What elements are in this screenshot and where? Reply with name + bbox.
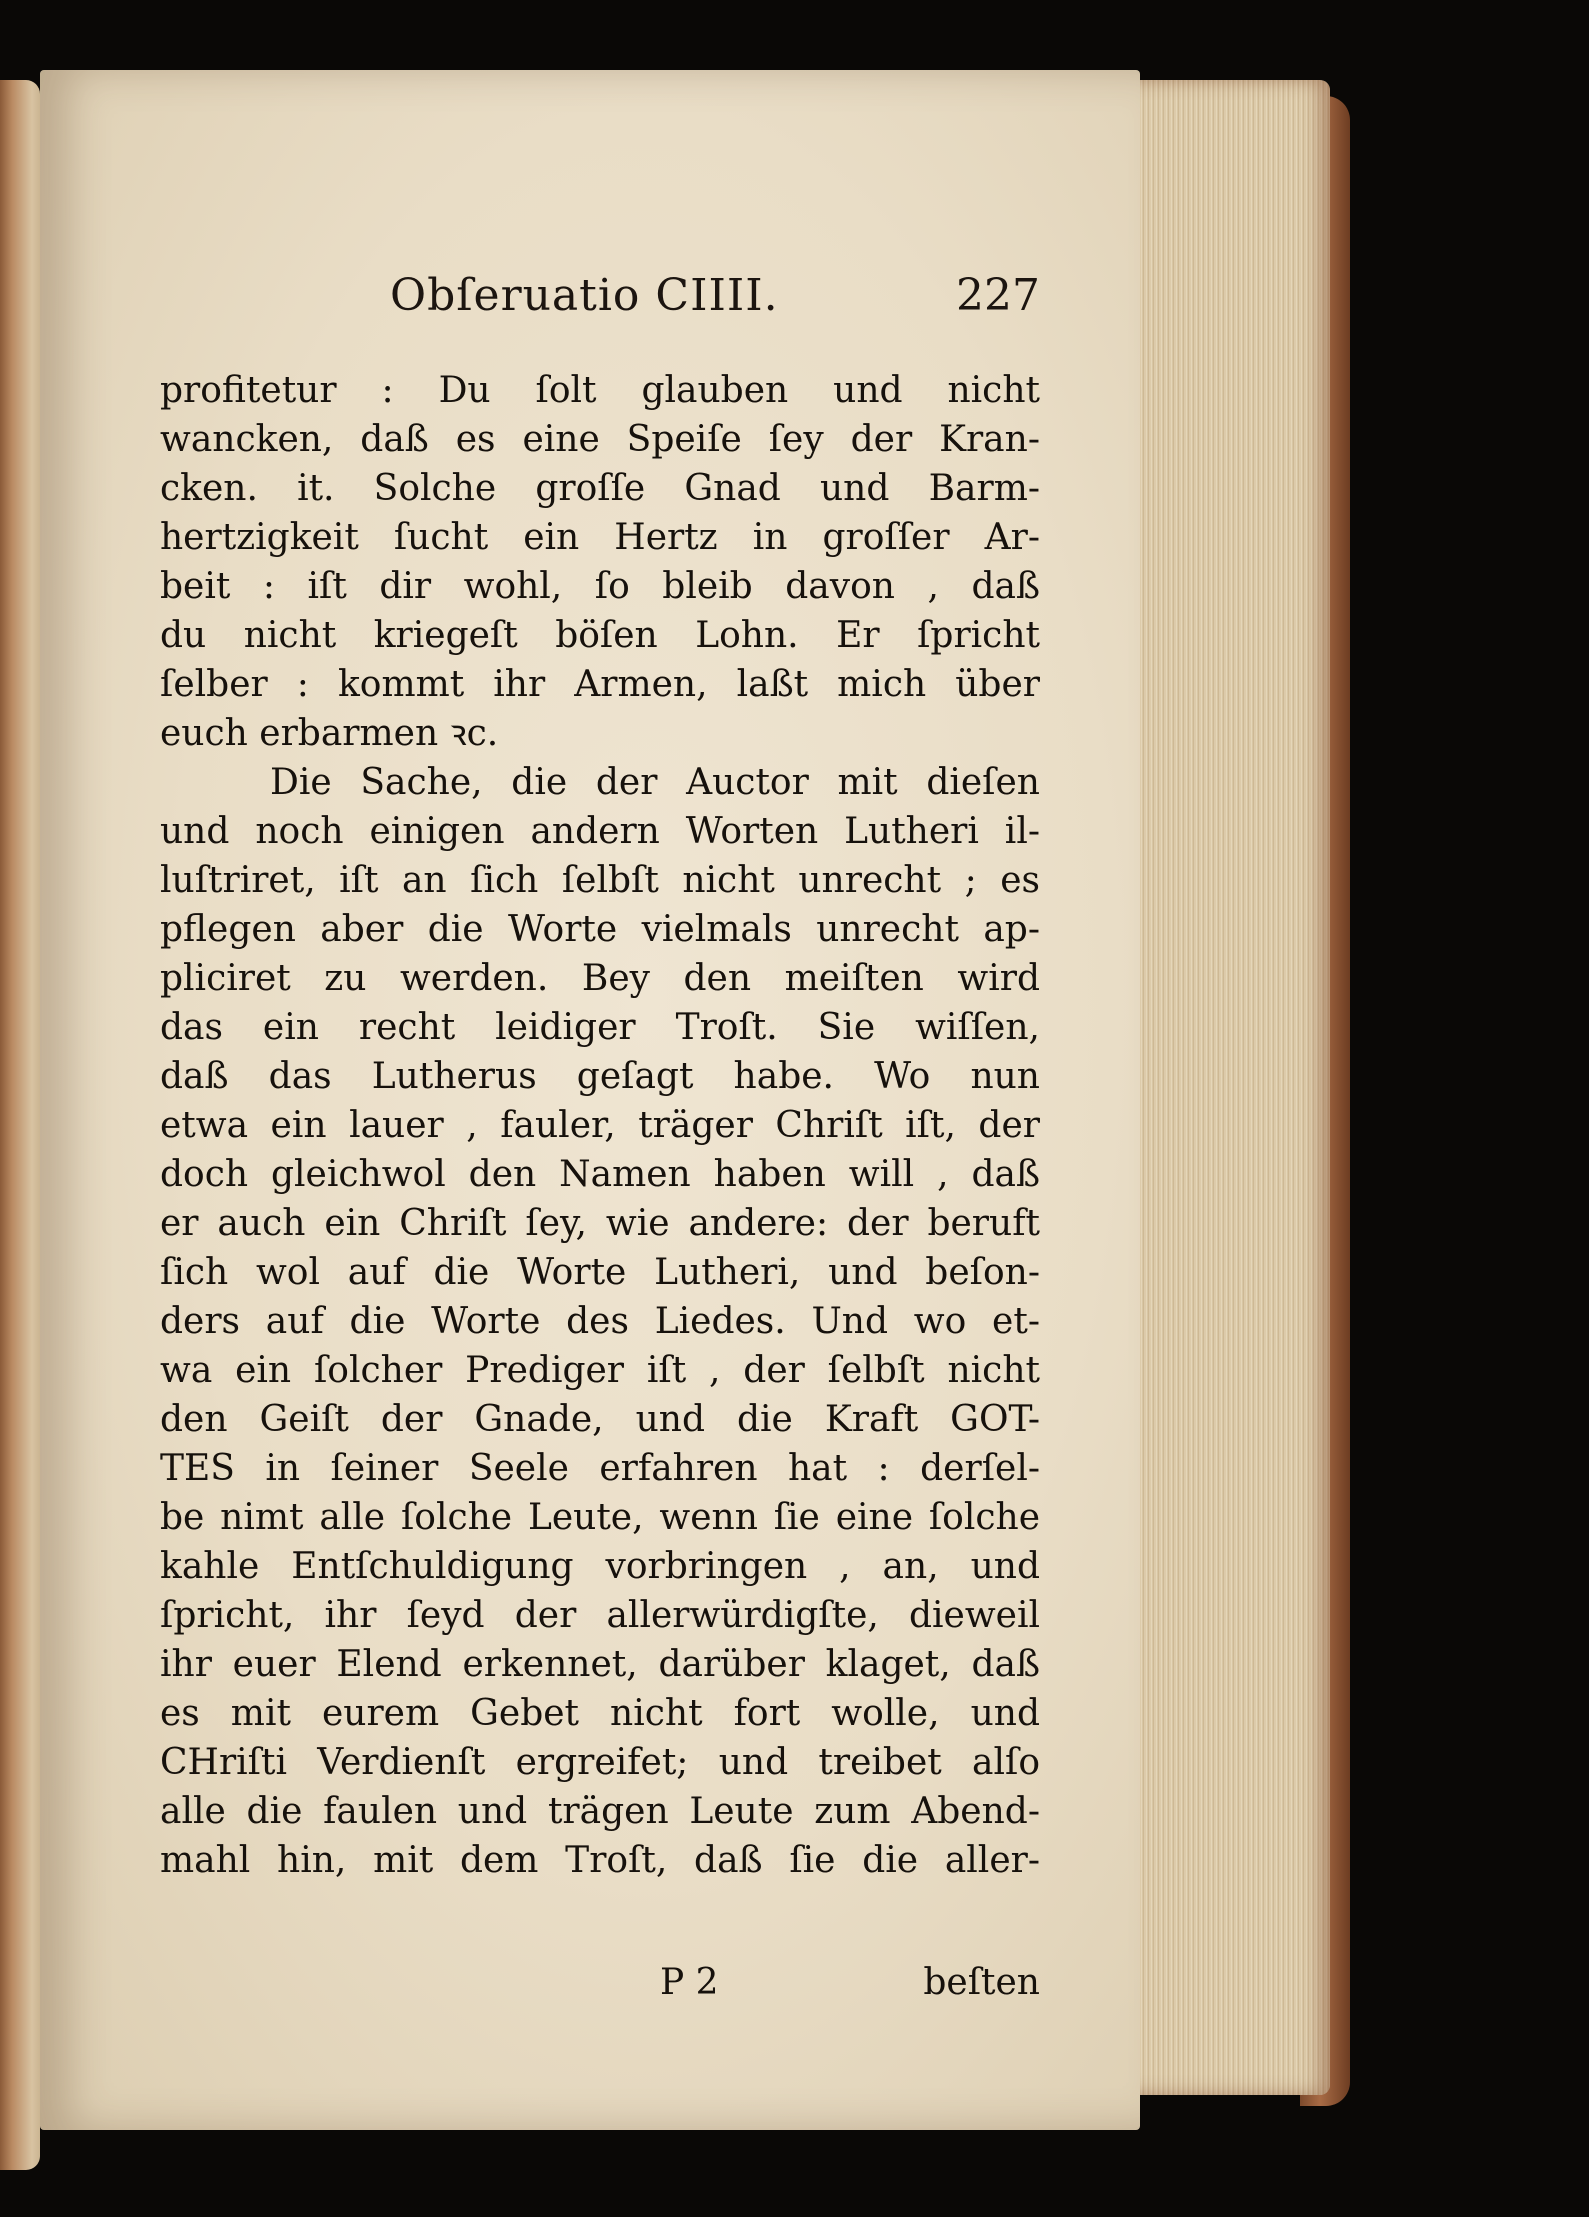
page-block-edges — [1130, 80, 1330, 2095]
running-title: Obſeruatio CIIII. — [390, 270, 779, 321]
text-line: pflegen aber die Worte vielmals unrecht ap- — [160, 909, 1040, 950]
text-line: etwa ein lauer , fauler, träger Chriſt iſt, der — [160, 1105, 1040, 1146]
text-line: kahle Entſchuldigung vorbringen , an, und — [160, 1546, 1040, 1587]
facing-page-edge — [0, 80, 40, 2170]
catchword: beſten — [923, 1962, 1040, 2003]
text-line: hertzigkeit ſucht ein Hertz in groſſer Ar- — [160, 517, 1040, 558]
text-line: beit : iſt dir wohl, ſo bleib davon , daß — [160, 566, 1040, 607]
text-line: profitetur : Du ſolt glauben und nicht — [160, 370, 1040, 411]
text-line: mahl hin, mit dem Troſt, daß ſie die aller- — [160, 1840, 1040, 1881]
book-page — [40, 70, 1140, 2130]
running-header — [390, 270, 1040, 340]
text-line: CHriſti Verdienſt ergreifet; und treibet alſo — [160, 1742, 1040, 1783]
text-line: ſich wol auf die Worte Lutheri, und beſon- — [160, 1252, 1040, 1293]
text-line: luſtriret, iſt an ſich ſelbſt nicht unrecht ; es — [160, 860, 1040, 901]
text-line: und noch einigen andern Worten Lutheri il- — [160, 811, 1040, 852]
text-line: Die Sache, die der Auctor mit dieſen — [270, 762, 1040, 803]
text-line: ſelber : kommt ihr Armen, laßt mich über — [160, 664, 1040, 705]
text-line: daß das Lutherus geſagt habe. Wo nun — [160, 1056, 1040, 1097]
body-text — [160, 366, 1040, 1885]
text-line: ſpricht, ihr ſeyd der allerwürdigſte, dieweil — [160, 1595, 1040, 1636]
text-line: euch erbarmen ꝛc. — [160, 713, 499, 754]
text-line: pliciret zu werden. Bey den meiſten wird — [160, 958, 1040, 999]
text-line: doch gleichwol den Namen haben will , daß — [160, 1154, 1040, 1195]
page-footer — [160, 1962, 1040, 2012]
text-line: be nimt alle ſolche Leute, wenn ſie eine ſolche — [160, 1497, 1040, 1538]
text-line: es mit eurem Gebet nicht fort wolle, und — [160, 1693, 1040, 1734]
text-line: ders auf die Worte des Liedes. Und wo et- — [160, 1301, 1040, 1342]
text-line: wancken, daß es eine Speiſe ſey der Kran- — [160, 419, 1040, 460]
text-line: den Geiſt der Gnade, und die Kraft GOT- — [160, 1399, 1040, 1440]
text-line: du nicht kriegeſt böſen Lohn. Er ſpricht — [160, 615, 1040, 656]
text-line: er auch ein Chriſt ſey, wie andere: der beruft — [160, 1203, 1040, 1244]
text-line: alle die faulen und trägen Leute zum Abend- — [160, 1791, 1040, 1832]
page-number: 227 — [956, 270, 1040, 321]
text-line: das ein recht leidiger Troſt. Sie wiſſen, — [160, 1007, 1040, 1048]
text-line: TES in ſeiner Seele erfahren hat : derſel- — [160, 1448, 1040, 1489]
signature-mark: P 2 — [660, 1962, 719, 2003]
text-line: cken. it. Solche groſſe Gnad und Barm- — [160, 468, 1040, 509]
text-line: ihr euer Elend erkennet, darüber klaget, daß — [160, 1644, 1040, 1685]
text-line: wa ein ſolcher Prediger iſt , der ſelbſt nicht — [160, 1350, 1040, 1391]
